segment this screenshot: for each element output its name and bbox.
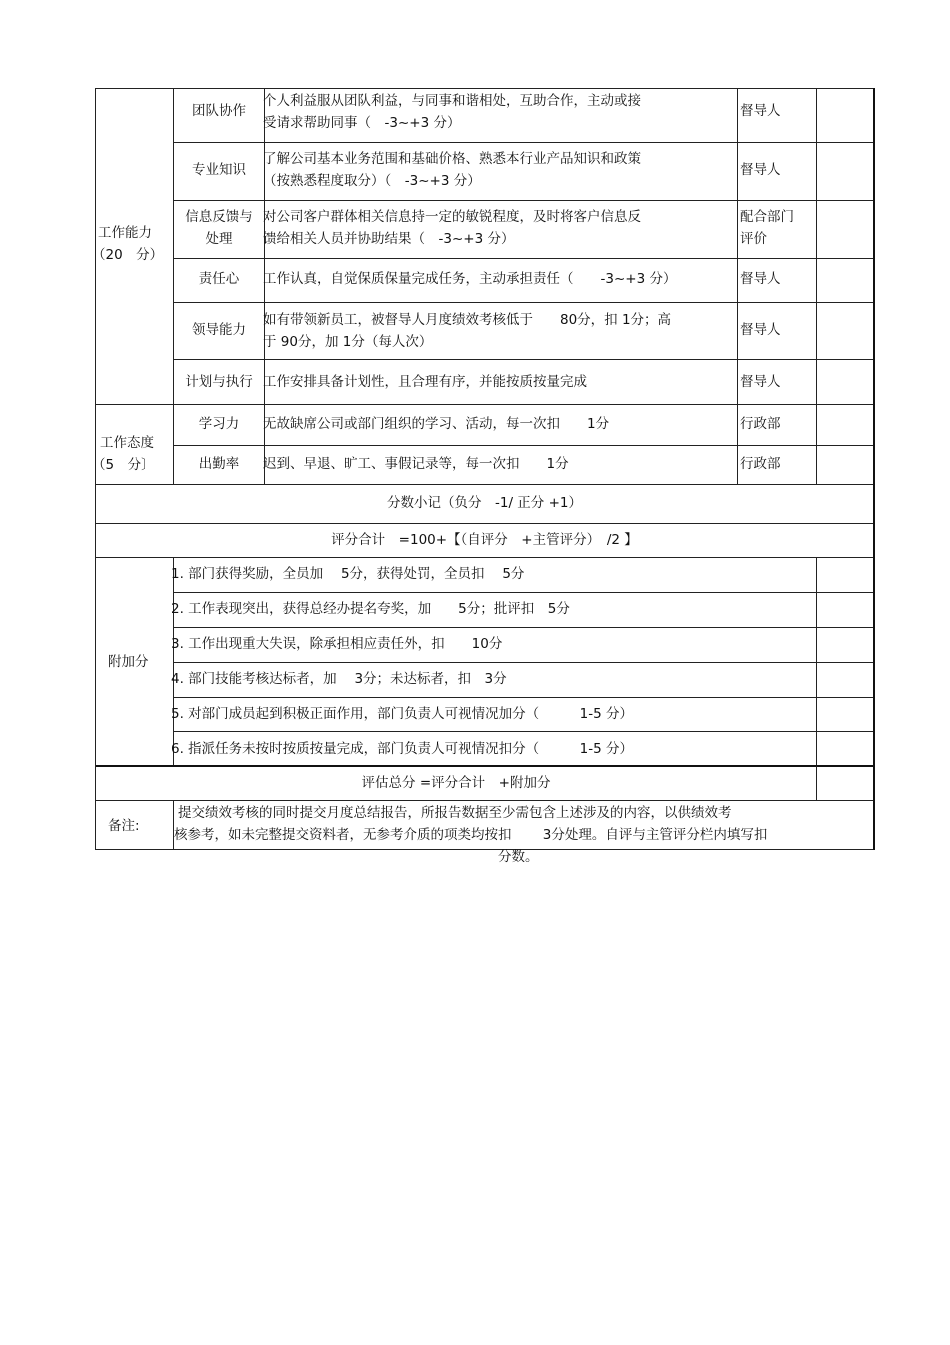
row-divider [173, 697, 874, 698]
item-name: 专业知识 [192, 162, 246, 178]
remarks-label: 备注: [108, 818, 140, 834]
col-divider [816, 766, 817, 800]
item-description: 于 90分，加 1分（每人次） [263, 334, 433, 350]
group-label-attitude: 工作态度 [100, 435, 154, 451]
evaluator: 评价 [740, 231, 767, 247]
row-divider [96, 404, 874, 405]
item-description: 迟到、早退、旷工、事假记录等，每一次扣 1分 [263, 456, 569, 472]
item-description: 工作安排具备计划性，且合理有序，并能按质按量完成 [263, 374, 587, 390]
item-name: 计划与执行 [185, 374, 253, 390]
bonus-item: 4. 部门技能考核达标者，加 3分；未达标者，扣 3分 [171, 671, 507, 687]
score-total-formula: 评分合计 =100+【（自评分 +主管评分） /2 】 [331, 532, 638, 548]
bonus-item: 2. 工作表现突出，获得总经办提名夸奖，加 5分；批评扣 5分 [171, 601, 570, 617]
row-divider [173, 258, 874, 259]
row-divider [173, 302, 874, 303]
col-divider [816, 88, 817, 484]
item-name: 领导能力 [192, 322, 246, 338]
evaluator: 行政部 [740, 416, 781, 432]
table-top-border [96, 88, 874, 89]
item-description: 了解公司基本业务范围和基础价格、熟悉本行业产品知识和政策 [263, 151, 641, 167]
remarks-text: 分数。 [498, 849, 539, 865]
bonus-item: 3. 工作出现重大失误，除承担相应责任外，扣 10分 [171, 636, 503, 652]
row-divider [96, 800, 874, 801]
row-divider [173, 359, 874, 360]
item-name: 处理 [205, 231, 233, 247]
item-name: 出勤率 [198, 456, 240, 472]
item-name: 责任心 [198, 271, 240, 287]
evaluator: 督导人 [740, 162, 781, 178]
evaluator: 督导人 [740, 322, 781, 338]
item-description: 馈给相关人员并协助结果（ -3~+3 分） [263, 231, 515, 247]
item-description: 如有带领新员工，被督导人月度绩效考核低于 80分，扣 1分；高 [263, 312, 672, 328]
row-divider [96, 523, 874, 524]
evaluator: 督导人 [740, 271, 781, 287]
remarks-text: 提交绩效考核的同时提交月度总结报告，所报告数据至少需包含上述涉及的内容，以供绩效考 [178, 805, 732, 821]
subtotal-note: 分数小记（负分 -1/ 正分 +1） [387, 495, 582, 511]
group-score-ability: （20 分） [92, 247, 164, 263]
bonus-item: 6. 指派任务未按时按质按量完成，部门负责人可视情况扣分（ 1-5 分） [171, 741, 634, 757]
item-description: 工作认真，自觉保质保量完成任务，主动承担责任（ -3~+3 分） [263, 271, 677, 287]
bonus-item: 5. 对部门成员起到积极正面作用，部门负责人可视情况加分（ 1-5 分） [171, 706, 634, 722]
evaluator: 配合部门 [740, 209, 794, 225]
item-description: 受请求帮助同事（ -3~+3 分） [263, 115, 461, 131]
row-divider [173, 200, 874, 201]
grand-total-formula: 评估总分 =评分合计 +附加分 [361, 775, 551, 791]
col-divider [816, 557, 817, 765]
row-divider [173, 445, 874, 446]
row-divider [96, 557, 874, 558]
item-description: （按熟悉程度取分）（ -3~+3 分） [263, 173, 481, 189]
evaluator: 行政部 [740, 456, 781, 472]
item-description: 对公司客户群体相关信息持一定的敏锐程度，及时将客户信息反 [263, 209, 641, 225]
evaluator: 督导人 [740, 374, 781, 390]
row-divider [96, 484, 874, 485]
row-divider [173, 627, 874, 628]
item-description: 无故缺席公司或部门组织的学习、活动，每一次扣 1分 [263, 416, 610, 432]
table-right-border [873, 88, 875, 850]
col-divider [173, 557, 174, 765]
table-bottom-border [96, 849, 874, 850]
bonus-item: 1. 部门获得奖励，全员加 5分，获得处罚，全员扣 5分 [171, 566, 525, 582]
item-name: 信息反馈与 [185, 209, 253, 225]
row-divider [173, 662, 874, 663]
item-name: 学习力 [198, 416, 240, 432]
group-score-attitude: （5 分〕 [92, 457, 155, 473]
remarks-text: 核参考，如未完整提交资料者，无参考介质的项类均按扣 3分处理。自评与主管评分栏内填写扣 [174, 827, 768, 843]
evaluator: 督导人 [740, 103, 781, 119]
row-divider [173, 731, 874, 732]
row-divider [173, 142, 874, 143]
row-divider [173, 592, 874, 593]
item-description: 个人利益服从团队利益，与同事和谐相处，互助合作，主动或接 [263, 93, 641, 109]
group-label-ability: 工作能力 [98, 225, 152, 241]
item-name: 团队协作 [192, 103, 246, 119]
bonus-group-label: 附加分 [108, 654, 149, 670]
col-divider [737, 88, 738, 484]
row-divider [96, 765, 874, 767]
